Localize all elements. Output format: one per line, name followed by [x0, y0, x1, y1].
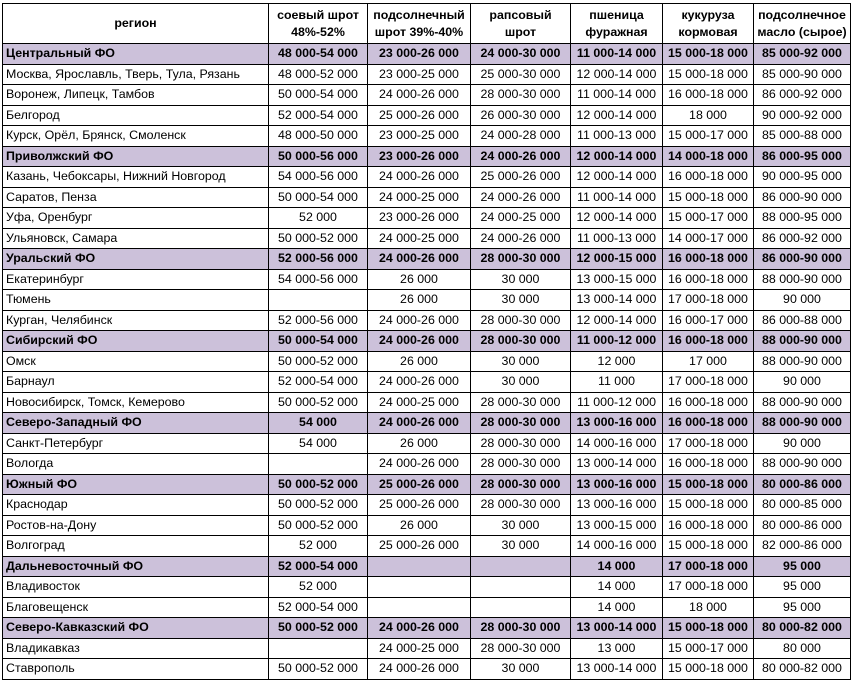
- header-rapeseed-meal: рапсовый шрот: [471, 4, 571, 44]
- rapeseed-meal-cell: [471, 597, 571, 618]
- feed-corn-cell: 16 000-18 000: [663, 413, 754, 434]
- header-region: регион: [3, 4, 269, 44]
- sunflower-meal-cell: 25 000-26 000: [368, 105, 471, 126]
- sunflower-oil-cell: 80 000-85 000: [754, 495, 851, 516]
- table-row: [3, 351, 851, 372]
- feed-corn-cell: 18 000: [663, 105, 754, 126]
- rapeseed-meal-cell: 25 000-26 000: [471, 167, 571, 188]
- district-row: [3, 146, 851, 167]
- table-row: [3, 392, 851, 413]
- soy-meal-cell: 52 000: [269, 208, 368, 229]
- feed-wheat-cell: 11 000-14 000: [571, 187, 663, 208]
- soy-meal-cell: 48 000-54 000: [269, 44, 368, 65]
- rapeseed-meal-cell: 30 000: [471, 536, 571, 557]
- rapeseed-meal-cell: 30 000: [471, 351, 571, 372]
- feed-wheat-cell: 13 000-16 000: [571, 495, 663, 516]
- region-cell: Ростов-на-Дону: [3, 515, 269, 536]
- rapeseed-meal-cell: 30 000: [471, 290, 571, 311]
- sunflower-oil-cell: 85 000-90 000: [754, 64, 851, 85]
- feed-wheat-cell: 14 000-16 000: [571, 536, 663, 557]
- soy-meal-cell: 50 000-52 000: [269, 228, 368, 249]
- header-feed-corn: кукуруза кормовая: [663, 4, 754, 44]
- sunflower-meal-cell: 23 000-25 000: [368, 126, 471, 147]
- sunflower-meal-cell: 24 000-25 000: [368, 392, 471, 413]
- region-cell: Саратов, Пенза: [3, 187, 269, 208]
- soy-meal-cell: 50 000-56 000: [269, 146, 368, 167]
- table-row: [3, 638, 851, 659]
- district-row: [3, 474, 851, 495]
- sunflower-oil-cell: 80 000-82 000: [754, 618, 851, 639]
- sunflower-meal-cell: [368, 556, 471, 577]
- region-cell: Сибирский ФО: [3, 331, 269, 352]
- sunflower-oil-cell: 88 000-90 000: [754, 392, 851, 413]
- rapeseed-meal-cell: 30 000: [471, 659, 571, 680]
- feed-wheat-cell: 13 000-14 000: [571, 659, 663, 680]
- table-row: [3, 85, 851, 106]
- rapeseed-meal-cell: 28 000-30 000: [471, 392, 571, 413]
- sunflower-oil-cell: 88 000-90 000: [754, 413, 851, 434]
- region-cell: Уральский ФО: [3, 249, 269, 270]
- table-row: [3, 167, 851, 188]
- region-cell: Барнаул: [3, 372, 269, 393]
- sunflower-oil-cell: 95 000: [754, 556, 851, 577]
- sunflower-meal-cell: 26 000: [368, 290, 471, 311]
- rapeseed-meal-cell: 24 000-30 000: [471, 44, 571, 65]
- rapeseed-meal-cell: 24 000-26 000: [471, 146, 571, 167]
- sunflower-oil-cell: 88 000-90 000: [754, 331, 851, 352]
- soy-meal-cell: 48 000-50 000: [269, 126, 368, 147]
- table-row: [3, 126, 851, 147]
- region-cell: Санкт-Петербург: [3, 433, 269, 454]
- region-cell: Дальневосточный ФО: [3, 556, 269, 577]
- region-cell: Тюмень: [3, 290, 269, 311]
- soy-meal-cell: 52 000: [269, 536, 368, 557]
- sunflower-meal-cell: 24 000-25 000: [368, 228, 471, 249]
- feed-wheat-cell: 13 000-15 000: [571, 515, 663, 536]
- region-cell: Центральный ФО: [3, 44, 269, 65]
- sunflower-meal-cell: [368, 597, 471, 618]
- district-row: [3, 413, 851, 434]
- feed-wheat-cell: 13 000-14 000: [571, 290, 663, 311]
- soy-meal-cell: 54 000-56 000: [269, 167, 368, 188]
- rapeseed-meal-cell: 28 000-30 000: [471, 249, 571, 270]
- feed-wheat-cell: 12 000-14 000: [571, 310, 663, 331]
- rapeseed-meal-cell: 26 000-30 000: [471, 105, 571, 126]
- sunflower-oil-cell: 86 000-92 000: [754, 85, 851, 106]
- feed-corn-cell: 17 000-18 000: [663, 556, 754, 577]
- feed-corn-cell: 15 000-18 000: [663, 495, 754, 516]
- table-row: [3, 495, 851, 516]
- region-cell: Краснодар: [3, 495, 269, 516]
- sunflower-oil-cell: 88 000-95 000: [754, 208, 851, 229]
- table-row: [3, 208, 851, 229]
- region-cell: Владивосток: [3, 577, 269, 598]
- feed-corn-cell: 16 000-18 000: [663, 269, 754, 290]
- region-cell: Ульяновск, Самара: [3, 228, 269, 249]
- sunflower-meal-cell: 26 000: [368, 351, 471, 372]
- district-row: [3, 618, 851, 639]
- feed-wheat-cell: 11 000-14 000: [571, 44, 663, 65]
- sunflower-meal-cell: 26 000: [368, 269, 471, 290]
- soy-meal-cell: 52 000: [269, 577, 368, 598]
- soy-meal-cell: 50 000-54 000: [269, 85, 368, 106]
- soy-meal-cell: [269, 454, 368, 475]
- sunflower-meal-cell: 24 000-26 000: [368, 618, 471, 639]
- feed-corn-cell: 16 000-18 000: [663, 331, 754, 352]
- feed-wheat-cell: 14 000: [571, 556, 663, 577]
- feed-wheat-cell: 12 000-14 000: [571, 105, 663, 126]
- table-row: [3, 659, 851, 680]
- region-cell: Екатеринбург: [3, 269, 269, 290]
- sunflower-meal-cell: [368, 577, 471, 598]
- soy-meal-cell: 48 000-52 000: [269, 64, 368, 85]
- region-cell: Южный ФО: [3, 474, 269, 495]
- sunflower-meal-cell: 24 000-26 000: [368, 454, 471, 475]
- soy-meal-cell: 52 000-56 000: [269, 249, 368, 270]
- soy-meal-cell: 50 000-52 000: [269, 392, 368, 413]
- feed-wheat-cell: 12 000-15 000: [571, 249, 663, 270]
- sunflower-meal-cell: 25 000-26 000: [368, 536, 471, 557]
- feed-wheat-cell: 13 000-15 000: [571, 269, 663, 290]
- rapeseed-meal-cell: 28 000-30 000: [471, 474, 571, 495]
- table-row: [3, 597, 851, 618]
- table-row: [3, 64, 851, 85]
- soy-meal-cell: 50 000-54 000: [269, 331, 368, 352]
- feed-wheat-cell: 12 000: [571, 351, 663, 372]
- sunflower-oil-cell: 88 000-90 000: [754, 351, 851, 372]
- district-row: [3, 44, 851, 65]
- feed-wheat-cell: 14 000: [571, 597, 663, 618]
- sunflower-meal-cell: 23 000-26 000: [368, 208, 471, 229]
- sunflower-meal-cell: 26 000: [368, 433, 471, 454]
- soy-meal-cell: 52 000-54 000: [269, 372, 368, 393]
- sunflower-meal-cell: 24 000-26 000: [368, 659, 471, 680]
- rapeseed-meal-cell: 24 000-26 000: [471, 187, 571, 208]
- soy-meal-cell: 54 000: [269, 433, 368, 454]
- header-soy-meal: соевый шрот 48%-52%: [269, 4, 368, 44]
- table-header: [3, 4, 851, 44]
- sunflower-oil-cell: 86 000-95 000: [754, 146, 851, 167]
- feed-corn-cell: 15 000-18 000: [663, 618, 754, 639]
- sunflower-oil-cell: 82 000-86 000: [754, 536, 851, 557]
- rapeseed-meal-cell: 28 000-30 000: [471, 454, 571, 475]
- region-cell: Казань, Чебоксары, Нижний Новгород: [3, 167, 269, 188]
- rapeseed-meal-cell: 24 000-28 000: [471, 126, 571, 147]
- feed-corn-cell: 15 000-18 000: [663, 474, 754, 495]
- feed-corn-cell: 15 000-17 000: [663, 638, 754, 659]
- region-cell: Владикавказ: [3, 638, 269, 659]
- sunflower-meal-cell: 23 000-26 000: [368, 44, 471, 65]
- feed-corn-cell: 17 000-18 000: [663, 433, 754, 454]
- feed-corn-cell: 16 000-18 000: [663, 515, 754, 536]
- feed-wheat-cell: 11 000-13 000: [571, 126, 663, 147]
- sunflower-meal-cell: 24 000-26 000: [368, 413, 471, 434]
- feed-corn-cell: 15 000-18 000: [663, 536, 754, 557]
- sunflower-oil-cell: 90 000-92 000: [754, 105, 851, 126]
- feed-wheat-cell: 12 000-14 000: [571, 146, 663, 167]
- table-row: [3, 290, 851, 311]
- feed-wheat-cell: 13 000: [571, 638, 663, 659]
- soy-meal-cell: 50 000-52 000: [269, 515, 368, 536]
- header-row: [3, 4, 851, 44]
- sunflower-oil-cell: 88 000-90 000: [754, 454, 851, 475]
- feed-corn-cell: 15 000-18 000: [663, 64, 754, 85]
- feed-wheat-cell: 13 000-16 000: [571, 413, 663, 434]
- table-body: [3, 44, 851, 680]
- rapeseed-meal-cell: 30 000: [471, 515, 571, 536]
- soy-meal-cell: 50 000-54 000: [269, 187, 368, 208]
- soy-meal-cell: [269, 638, 368, 659]
- sunflower-meal-cell: 24 000-26 000: [368, 372, 471, 393]
- table-row: [3, 536, 851, 557]
- sunflower-oil-cell: 80 000-82 000: [754, 659, 851, 680]
- feed-corn-cell: 17 000-18 000: [663, 577, 754, 598]
- feed-wheat-cell: 12 000-14 000: [571, 208, 663, 229]
- sunflower-meal-cell: 24 000-26 000: [368, 249, 471, 270]
- table-row: [3, 269, 851, 290]
- region-cell: Курган, Челябинск: [3, 310, 269, 331]
- table-row: [3, 515, 851, 536]
- feed-corn-cell: 18 000: [663, 597, 754, 618]
- sunflower-meal-cell: 24 000-26 000: [368, 85, 471, 106]
- sunflower-meal-cell: 23 000-25 000: [368, 64, 471, 85]
- feed-wheat-cell: 11 000-12 000: [571, 392, 663, 413]
- sunflower-meal-cell: 24 000-25 000: [368, 187, 471, 208]
- sunflower-oil-cell: 90 000-95 000: [754, 167, 851, 188]
- sunflower-oil-cell: 85 000-92 000: [754, 44, 851, 65]
- feed-corn-cell: 17 000-18 000: [663, 290, 754, 311]
- sunflower-meal-cell: 24 000-26 000: [368, 167, 471, 188]
- sunflower-meal-cell: 24 000-26 000: [368, 331, 471, 352]
- feed-wheat-cell: 11 000-14 000: [571, 85, 663, 106]
- feed-wheat-cell: 12 000-14 000: [571, 64, 663, 85]
- sunflower-oil-cell: 80 000-86 000: [754, 474, 851, 495]
- feed-wheat-cell: 12 000-14 000: [571, 167, 663, 188]
- header-sunflower-meal: подсолнечный шрот 39%-40%: [368, 4, 471, 44]
- feed-corn-cell: 14 000-18 000: [663, 146, 754, 167]
- district-row: [3, 249, 851, 270]
- sunflower-oil-cell: 90 000: [754, 433, 851, 454]
- sunflower-oil-cell: 88 000-90 000: [754, 269, 851, 290]
- region-cell: Омск: [3, 351, 269, 372]
- sunflower-oil-cell: 85 000-88 000: [754, 126, 851, 147]
- soy-meal-cell: 54 000: [269, 413, 368, 434]
- table-row: [3, 577, 851, 598]
- soy-meal-cell: 50 000-52 000: [269, 659, 368, 680]
- rapeseed-meal-cell: 28 000-30 000: [471, 85, 571, 106]
- soy-meal-cell: 54 000-56 000: [269, 269, 368, 290]
- soy-meal-cell: 50 000-52 000: [269, 474, 368, 495]
- feed-corn-cell: 16 000-18 000: [663, 249, 754, 270]
- soy-meal-cell: 52 000-54 000: [269, 597, 368, 618]
- feed-corn-cell: 16 000-18 000: [663, 167, 754, 188]
- region-cell: Ставрополь: [3, 659, 269, 680]
- table-row: [3, 454, 851, 475]
- sunflower-meal-cell: 25 000-26 000: [368, 495, 471, 516]
- sunflower-meal-cell: 26 000: [368, 515, 471, 536]
- feed-corn-cell: 15 000-17 000: [663, 126, 754, 147]
- feed-wheat-cell: 11 000: [571, 372, 663, 393]
- rapeseed-meal-cell: 24 000-26 000: [471, 228, 571, 249]
- region-cell: Москва, Ярославль, Тверь, Тула, Рязань: [3, 64, 269, 85]
- feed-corn-cell: 15 000-18 000: [663, 187, 754, 208]
- feed-wheat-cell: 11 000-12 000: [571, 331, 663, 352]
- soy-meal-cell: 50 000-52 000: [269, 495, 368, 516]
- sunflower-meal-cell: 25 000-26 000: [368, 474, 471, 495]
- rapeseed-meal-cell: 28 000-30 000: [471, 433, 571, 454]
- rapeseed-meal-cell: [471, 577, 571, 598]
- feed-corn-cell: 15 000-18 000: [663, 659, 754, 680]
- feed-corn-cell: 15 000-18 000: [663, 44, 754, 65]
- rapeseed-meal-cell: 30 000: [471, 269, 571, 290]
- sunflower-meal-cell: 24 000-26 000: [368, 310, 471, 331]
- district-row: [3, 331, 851, 352]
- table-row: [3, 433, 851, 454]
- sunflower-oil-cell: 86 000-92 000: [754, 228, 851, 249]
- rapeseed-meal-cell: 28 000-30 000: [471, 495, 571, 516]
- feed-corn-cell: 17 000-18 000: [663, 372, 754, 393]
- feed-wheat-cell: 13 000-16 000: [571, 474, 663, 495]
- table-row: [3, 310, 851, 331]
- region-cell: Белгород: [3, 105, 269, 126]
- rapeseed-meal-cell: 25 000-30 000: [471, 64, 571, 85]
- rapeseed-meal-cell: 28 000-30 000: [471, 310, 571, 331]
- soy-meal-cell: 52 000-54 000: [269, 556, 368, 577]
- sunflower-oil-cell: 86 000-88 000: [754, 310, 851, 331]
- soy-meal-cell: 50 000-52 000: [269, 618, 368, 639]
- rapeseed-meal-cell: 28 000-30 000: [471, 331, 571, 352]
- region-cell: Новосибирск, Томск, Кемерово: [3, 392, 269, 413]
- table-row: [3, 372, 851, 393]
- feed-wheat-cell: 13 000-14 000: [571, 454, 663, 475]
- feed-corn-cell: 16 000-17 000: [663, 310, 754, 331]
- region-cell: Курск, Орёл, Брянск, Смоленск: [3, 126, 269, 147]
- feed-corn-cell: 16 000-18 000: [663, 85, 754, 106]
- feed-wheat-cell: 13 000-14 000: [571, 618, 663, 639]
- sunflower-oil-cell: 95 000: [754, 577, 851, 598]
- region-cell: Волгоград: [3, 536, 269, 557]
- rapeseed-meal-cell: 28 000-30 000: [471, 618, 571, 639]
- table-row: [3, 105, 851, 126]
- soy-meal-cell: 52 000-54 000: [269, 105, 368, 126]
- rapeseed-meal-cell: 30 000: [471, 372, 571, 393]
- feed-wheat-cell: 11 000-13 000: [571, 228, 663, 249]
- sunflower-oil-cell: 86 000-90 000: [754, 187, 851, 208]
- header-sunflower-oil: подсолнечное масло (сырое): [754, 4, 851, 44]
- feed-corn-cell: 14 000-17 000: [663, 228, 754, 249]
- rapeseed-meal-cell: 28 000-30 000: [471, 638, 571, 659]
- rapeseed-meal-cell: 24 000-25 000: [471, 208, 571, 229]
- price-table: [2, 3, 851, 680]
- table-row: [3, 187, 851, 208]
- region-cell: Северо-Западный ФО: [3, 413, 269, 434]
- soy-meal-cell: 52 000-56 000: [269, 310, 368, 331]
- region-cell: Благовещенск: [3, 597, 269, 618]
- region-cell: Северо-Кавказский ФО: [3, 618, 269, 639]
- feed-corn-cell: 17 000: [663, 351, 754, 372]
- feed-corn-cell: 15 000-17 000: [663, 208, 754, 229]
- sunflower-oil-cell: 90 000: [754, 372, 851, 393]
- rapeseed-meal-cell: [471, 556, 571, 577]
- soy-meal-cell: [269, 290, 368, 311]
- sunflower-oil-cell: 80 000-86 000: [754, 515, 851, 536]
- feed-wheat-cell: 14 000: [571, 577, 663, 598]
- sunflower-oil-cell: 86 000-90 000: [754, 249, 851, 270]
- region-cell: Воронеж, Липецк, Тамбов: [3, 85, 269, 106]
- header-feed-wheat: пшеница фуражная: [571, 4, 663, 44]
- soy-meal-cell: 50 000-52 000: [269, 351, 368, 372]
- feed-wheat-cell: 14 000-16 000: [571, 433, 663, 454]
- sunflower-meal-cell: 23 000-26 000: [368, 146, 471, 167]
- rapeseed-meal-cell: 28 000-30 000: [471, 413, 571, 434]
- sunflower-oil-cell: 95 000: [754, 597, 851, 618]
- region-cell: Уфа, Оренбург: [3, 208, 269, 229]
- region-cell: Вологда: [3, 454, 269, 475]
- district-row: [3, 556, 851, 577]
- table-row: [3, 228, 851, 249]
- region-cell: Приволжский ФО: [3, 146, 269, 167]
- sunflower-meal-cell: 24 000-25 000: [368, 638, 471, 659]
- feed-corn-cell: 16 000-18 000: [663, 454, 754, 475]
- feed-corn-cell: 16 000-18 000: [663, 392, 754, 413]
- sunflower-oil-cell: 90 000: [754, 290, 851, 311]
- sunflower-oil-cell: 80 000: [754, 638, 851, 659]
